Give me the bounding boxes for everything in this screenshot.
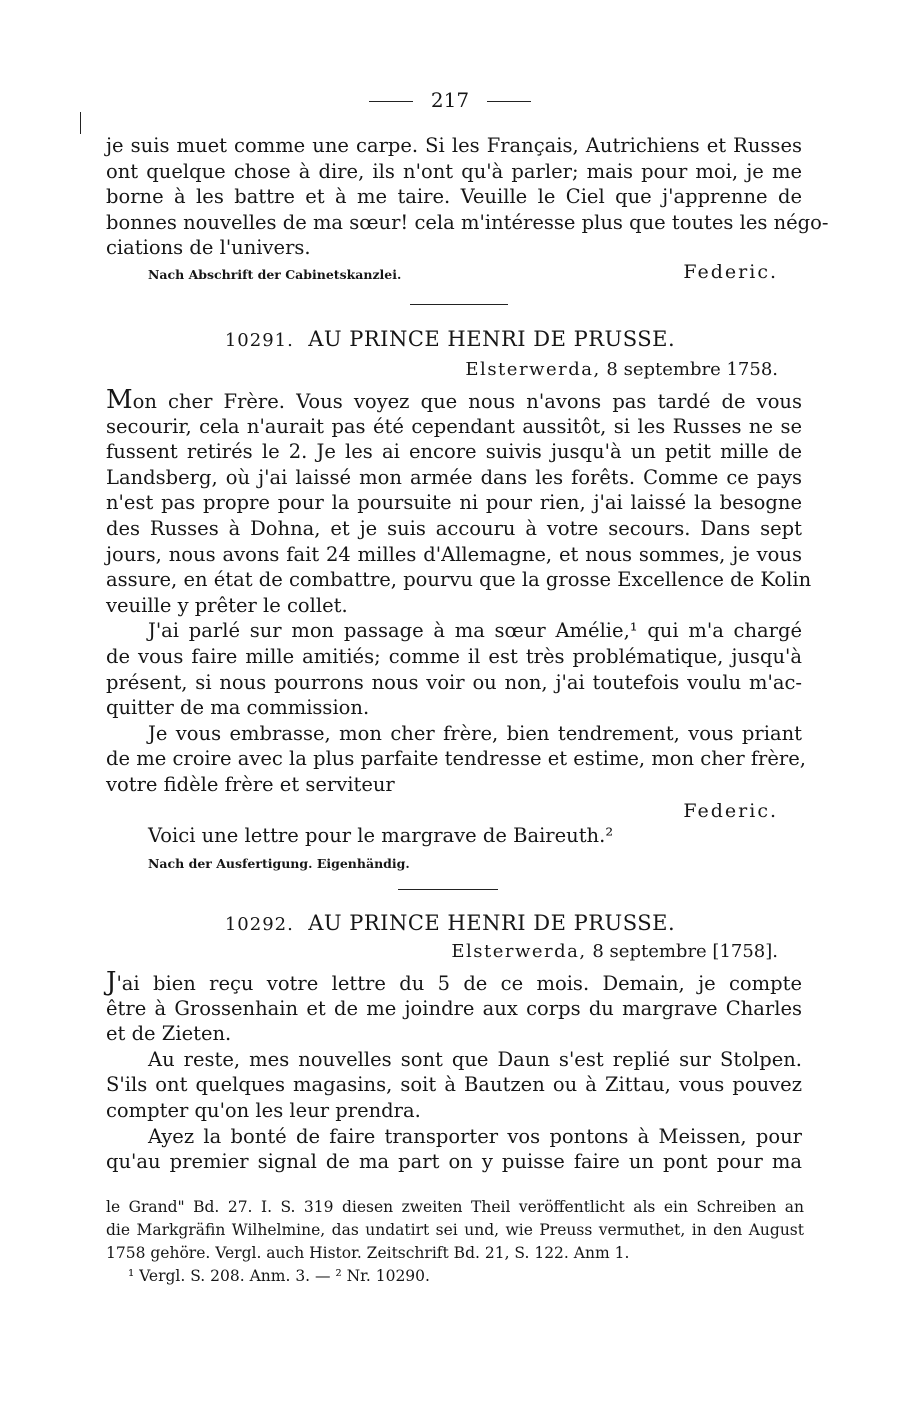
text-line: compter qu'on les leur prendra. bbox=[106, 1098, 421, 1122]
letter-title: AU PRINCE HENRI DE PRUSSE. bbox=[308, 327, 676, 351]
letter-10291-body bbox=[106, 385, 812, 849]
opening-source-row bbox=[148, 260, 778, 286]
text-line: jours, nous avons fait 24 milles d'Allemagne, et nous sommes, je vous bbox=[106, 542, 802, 566]
footnote-refs: ¹ Vergl. S. 208. Anm. 3. — ² Nr. 10290. bbox=[128, 1267, 430, 1285]
page-header bbox=[0, 88, 900, 112]
text-line: fussent retirés le 2. Je les ai encore suivis jusqu'à un petit mille de bbox=[106, 440, 802, 464]
text-line: bonnes nouvelles de ma sœur! cela m'intéresse plus que toutes les négo- bbox=[106, 210, 829, 234]
opening-paragraph bbox=[106, 133, 829, 261]
footnote-line: die Markgräfin Wilhelmine, das undatirt sei und, wie Preuss vermuthet, in den August bbox=[106, 1221, 804, 1239]
text-line: ciations de l'univers. bbox=[106, 236, 311, 260]
letter-date: 8 septembre 1758. bbox=[606, 359, 778, 380]
text-line: et de Zieten. bbox=[106, 1022, 232, 1046]
text-line: S'ils ont quelques magasins, soit à Bautzen ou à Zittau, vous pouvez bbox=[106, 1073, 802, 1097]
text-line: n'est pas propre pour la poursuite ni pour rien, j'ai laissé la besogne bbox=[106, 491, 802, 515]
letter-number: 10291. bbox=[224, 330, 294, 351]
letter-signature: Federic. bbox=[683, 799, 778, 822]
text-line: être à Grossenhain et de me joindre aux corps du margrave Charles bbox=[106, 996, 802, 1020]
letter-dateline bbox=[465, 359, 778, 380]
text-line: Landsberg, où j'ai laissé mon armée dans les forêts. Comme ce pays bbox=[106, 465, 802, 489]
margin-mark bbox=[80, 112, 81, 134]
text-line: veuille y prêter le collet. bbox=[106, 593, 348, 617]
text-line: je suis muet comme une carpe. Si les Français, Autrichiens et Russes bbox=[106, 134, 802, 157]
initial-letter: J bbox=[106, 967, 117, 997]
text-line: J'ai bien reçu votre lettre du 5 de ce mois. Demain, je compte bbox=[106, 967, 802, 997]
text-line: Je vous embrasse, mon cher frère, bien tendrement, vous priant bbox=[148, 721, 802, 745]
section-divider bbox=[410, 304, 508, 305]
text-line: Ayez la bonté de faire transporter vos pontons à Meissen, pour bbox=[148, 1124, 802, 1148]
footnotes bbox=[106, 1196, 804, 1288]
section-divider bbox=[398, 889, 498, 890]
text-line: de vous faire mille amitiés; comme il est très problématique, jusqu'à bbox=[106, 644, 802, 668]
letter-dateline bbox=[451, 941, 778, 962]
text-line: secourir, cela n'aurait pas été cependant aussitôt, si les Russes ne se bbox=[106, 414, 802, 438]
initial-letter: M bbox=[106, 385, 133, 415]
text-line: Mon cher Frère. Vous voyez que nous n'avons pas tardé de vous bbox=[106, 385, 802, 415]
text-line: de me croire avec la plus parfaite tendresse et estime, mon cher frère, bbox=[106, 747, 806, 771]
letter-10292-body bbox=[106, 967, 802, 1175]
header-rule-right bbox=[487, 101, 531, 102]
letter-heading-10292 bbox=[0, 911, 900, 935]
text-line: assure, en état de combattre, pourvu que la grosse Excellence de Kolin bbox=[106, 568, 812, 592]
opening-source-note: Nach Abschrift der Cabinetskanzlei. bbox=[148, 267, 402, 282]
header-rule-left bbox=[369, 101, 413, 102]
text-line: votre fidèle frère et serviteur bbox=[106, 772, 395, 796]
footnote-line: 1758 gehöre. Vergl. auch Histor. Zeitschrift Bd. 21, S. 122. Anm 1. bbox=[106, 1244, 630, 1262]
text-line: quitter de ma commission. bbox=[106, 696, 370, 720]
text-line: présent, si nous pourrons nous voir ou non, j'ai toutefois voulu m'ac- bbox=[106, 670, 802, 694]
text-line: J'ai parlé sur mon passage à ma sœur Amélie,¹ qui m'a chargé bbox=[148, 619, 802, 643]
letter-source-row bbox=[148, 851, 778, 877]
letter-place: Elsterwerda, bbox=[465, 359, 601, 380]
letter-title: AU PRINCE HENRI DE PRUSSE. bbox=[308, 911, 676, 935]
letter-source-note: Nach der Ausfertigung. Eigenhändig. bbox=[148, 856, 410, 871]
letter-number: 10292. bbox=[224, 914, 294, 935]
text-line: qu'au premier signal de ma part on y puisse faire un pont pour ma bbox=[106, 1150, 802, 1174]
text-line: ont quelque chose à dire, ils n'ont qu'à parler; mais pour moi, je me bbox=[106, 159, 802, 183]
postscript: Voici une lettre pour le margrave de Baireuth.² bbox=[148, 824, 614, 848]
text-line: borne à les battre et à me taire. Veuille le Ciel que j'apprenne de bbox=[106, 185, 802, 209]
footnote-line: le Grand" Bd. 27. I. S. 319 diesen zweiten Theil veröffentlicht als ein Schreiben an bbox=[106, 1198, 804, 1216]
page-number: 217 bbox=[430, 88, 470, 112]
text-line: Au reste, mes nouvelles sont que Daun s'est replié sur Stolpen. bbox=[148, 1047, 802, 1071]
letter-place: Elsterwerda, bbox=[451, 941, 587, 962]
letter-heading-10291 bbox=[0, 327, 900, 351]
text-line: des Russes à Dohna, et je suis accouru à votre secours. Dans sept bbox=[106, 516, 802, 540]
opening-signature: Federic. bbox=[683, 261, 778, 283]
letter-date: 8 septembre [1758]. bbox=[592, 941, 778, 962]
